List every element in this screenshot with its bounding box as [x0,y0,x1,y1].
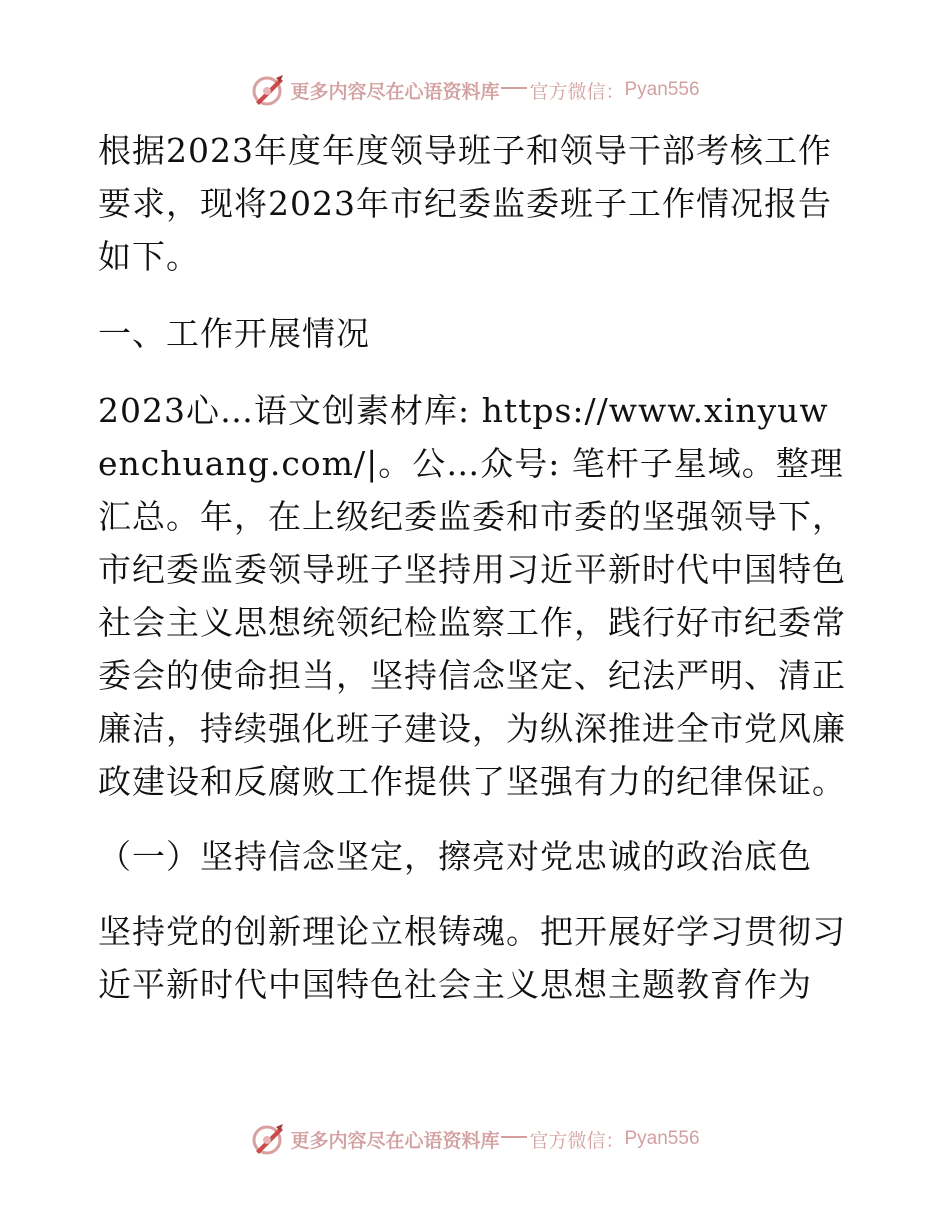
header-watermark [0,68,950,112]
watermark-text: 更多内容尽在心语资料库 [290,80,500,103]
sub-heading: （一）坚持信念坚定，擦亮对党忠诚的政治底色 [98,837,812,876]
pen-logo-icon [250,1121,286,1157]
watermark-wechat-label: 官方微信： [529,1129,625,1152]
body-paragraph-2: 坚持党的创新理论立根铸魂。把开展好学习贯彻习近平新时代中国特色社会主义思想主题教育作为 [98,912,846,1004]
footer-watermark [0,1117,950,1161]
watermark-wechat-id: Pyan556 [624,79,700,100]
document-body [98,124,848,1011]
intro-paragraph: 根据2023年度年度领导班子和领导干部考核工作要求，现将2023年市纪委监委班子工作情况报告如下。 [98,131,832,276]
watermark-dash [501,87,527,89]
watermark-wechat-label: 官方微信： [529,80,625,103]
section-heading: 一、工作开展情况 [98,314,370,353]
watermark-text: 更多内容尽在心语资料库 [290,1129,500,1152]
watermark-dash [501,1136,527,1138]
pen-logo-icon [250,72,286,108]
watermark-wechat-id: Pyan556 [624,1128,700,1149]
body-paragraph: 2023心…语文创素材库: https://www.xinyuwenchuang.com/|。公…众号: 笔杆子星域。整理汇总。年，在上级纪委监委和市委的坚强领导下，市纪委监委领导班子坚持用习近平新时代中国特色社会主义思想统领纪检监察工作，践行好市纪委常委会的使命担当，坚持信念坚定、纪法严明、清正廉洁，持续强化班子建设，为纵深推进全市党风廉政建设和反腐败工作提供了坚强有力的纪律保证。 [98,391,846,801]
